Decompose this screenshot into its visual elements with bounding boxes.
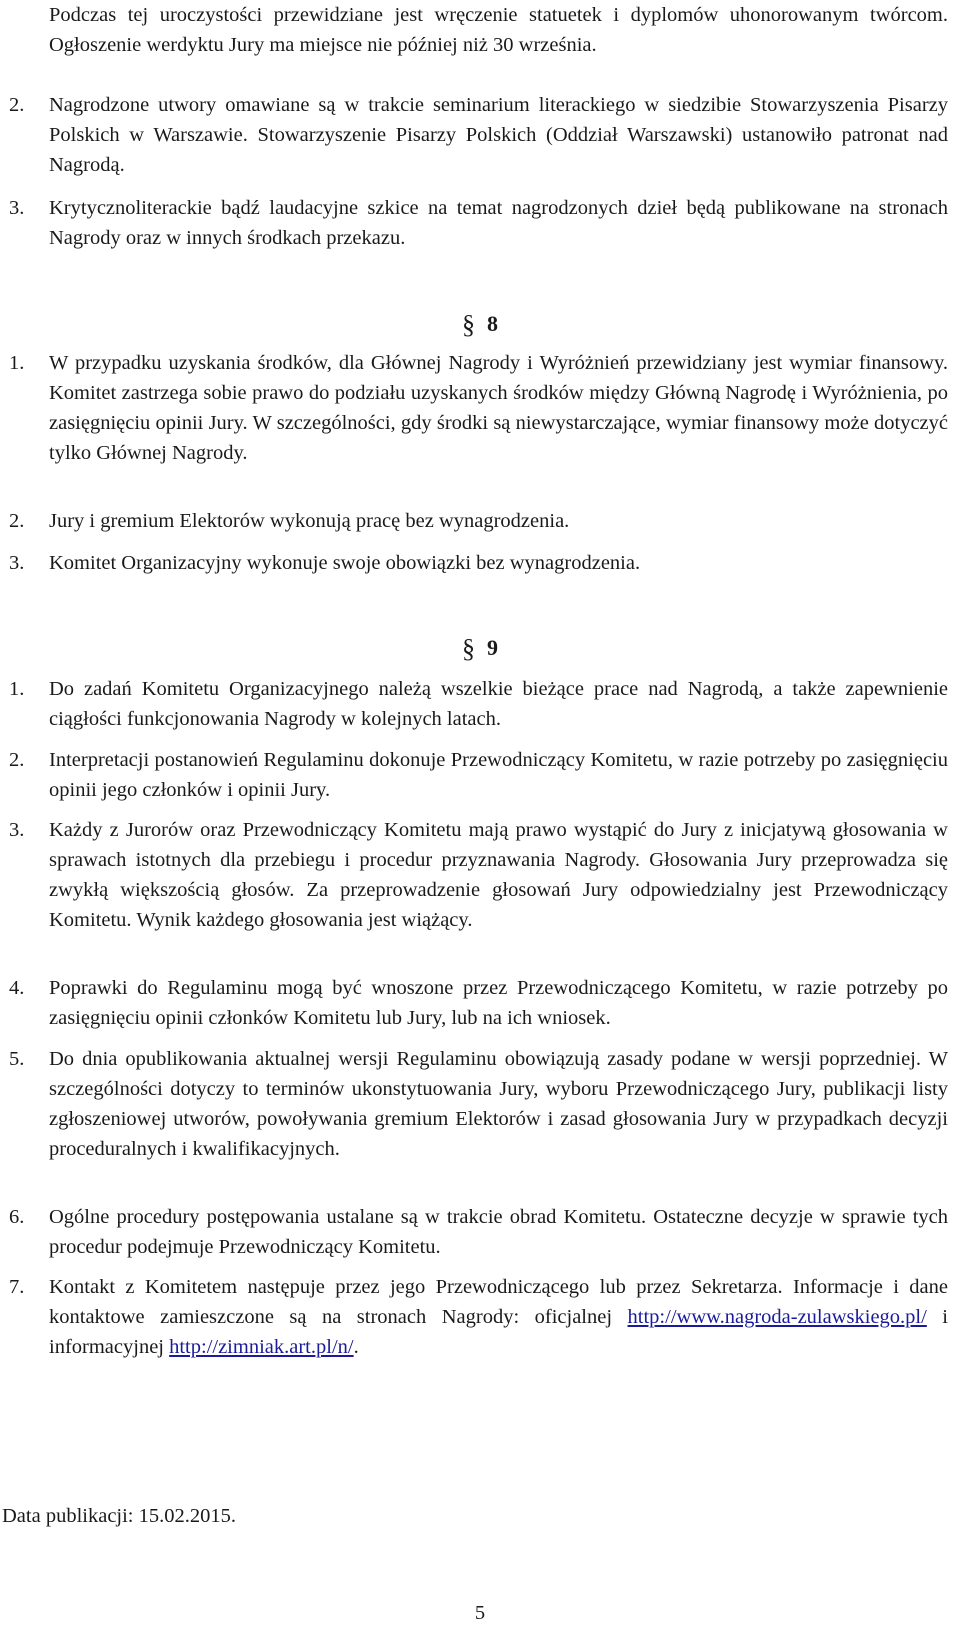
item-text: Interpretacji postanowień Regulaminu dokonuje Przewodniczący Komitetu, w razie potrzeby po zasięgnięciu opinii jego członków i opinii Jury.	[49, 749, 948, 801]
item-text: Nagrodzone utwory omawiane są w trakcie seminarium literackiego w siedzibie Stowarzyszenia Pisarzy Polskich w Warszawie. Stowarzyszenie Pisarzy Polskich (Oddział Warszawski) ustanowiło patronat nad Nagrodą.	[49, 94, 948, 176]
section9-item-1	[0, 674, 960, 734]
page-number: 5	[474, 1602, 486, 1624]
item-text: Komitet Organizacyjny wykonuje swoje obowiązki bez wynagrodzenia.	[49, 552, 641, 574]
item-text: Krytycznoliterackie bądź laudacyjne szkice na temat nagrodzonych dzieł będą publikowane na stronach Nagrody oraz w innych środkach przekazu.	[49, 197, 948, 249]
item-number: 5.	[9, 1048, 25, 1070]
item-number: 7.	[9, 1276, 25, 1298]
section9-item-6	[0, 1202, 960, 1262]
section8-item-3	[0, 548, 960, 578]
section9-item-3	[0, 815, 960, 935]
section-number: 8	[487, 311, 498, 336]
item-text-before: Kontakt z Komitetem następuje przez jego Przewodniczącego lub przez Sekretarza. Informacje i dane kontaktowe zamieszczone są na stronach Nagrody: oficjalnej	[49, 1276, 948, 1328]
info-site-link[interactable]: http://zimniak.art.pl/n/	[169, 1336, 354, 1358]
publication-date: Data publikacji: 15.02.2015.	[2, 1505, 236, 1527]
section7-item-2	[0, 90, 960, 180]
section9-item-5	[0, 1044, 960, 1164]
item-text: Ogólne procedury postępowania ustalane są w trakcie obrad Komitetu. Ostateczne decyzje w sprawie tych procedur podejmuje Przewodniczący Komitetu.	[49, 1206, 948, 1258]
section-sign-symbol: §	[462, 310, 475, 339]
section-sign-symbol: §	[462, 634, 475, 663]
section9-item-4	[0, 973, 960, 1033]
item-text-middle: i informacyjnej	[49, 1306, 948, 1358]
section-9-heading	[0, 633, 960, 664]
section9-item-2	[0, 745, 960, 805]
official-site-link[interactable]: http://www.nagroda-zulawskiego.pl/	[627, 1306, 927, 1328]
item-number: 1.	[9, 678, 25, 700]
item-number: 3.	[9, 552, 25, 574]
item-number: 2.	[9, 94, 25, 116]
section8-item-1	[0, 348, 960, 468]
item-number: 3.	[9, 197, 25, 219]
item-text: Każdy z Jurorów oraz Przewodniczący Komitetu mają prawo wystąpić do Jury z inicjatywą głosowania w sprawach istotnych dla przebiegu i procedur przyznawania Nagrody. Głosowania Jury przeprowadza się zwykłą większością głosów. Za przeprowadzenie głosowań Jury odpowiedzialny jest Przewodniczący Komitetu. Wynik każdego głosowania jest wiążący.	[49, 819, 948, 931]
item-number: 3.	[9, 819, 25, 841]
section-number: 9	[487, 635, 498, 660]
item-number: 1.	[9, 352, 25, 374]
item-number: 2.	[9, 749, 25, 771]
section8-item-2	[0, 506, 960, 536]
item-number: 4.	[9, 977, 25, 999]
item-text-after: .	[353, 1336, 359, 1358]
item-text: Do dnia opublikowania aktualnej wersji Regulaminu obowiązują zasady podane w wersji poprzedniej. W szczególności dotyczy to terminów ukonstytuowania Jury, wyboru Przewodniczącego Jury, publikacji listy zgłoszeniowej utworów, powoływania gremium Elektorów i zasad głosowania Jury w przypadkach decyzji proceduralnych i kwalifikacyjnych.	[49, 1048, 948, 1160]
item-number: 6.	[9, 1206, 25, 1228]
item-text: W przypadku uzyskania środków, dla Głównej Nagrody i Wyróżnień przewidziany jest wymiar finansowy. Komitet zastrzega sobie prawo do podziału uzyskanych środków między Główną Nagrodę i Wyróżnienia, po zasięgnięciu opinii Jury. W szczególności, gdy środki są niewystarczające, wymiar finansowy może dotyczyć tylko Głównej Nagrody.	[49, 352, 948, 464]
section9-item-7	[0, 1272, 960, 1362]
item-text: Jury i gremium Elektorów wykonują pracę bez wynagrodzenia.	[49, 510, 570, 532]
item-number: 2.	[9, 510, 25, 532]
intro-text: Podczas tej uroczystości przewidziane jest wręczenie statuetek i dyplomów uhonorowanym twórcom. Ogłoszenie werdyktu Jury ma miejsce nie później niż 30 września.	[49, 4, 948, 56]
section7-item-3	[0, 193, 960, 253]
intro-paragraph	[0, 0, 960, 60]
item-text: Do zadań Komitetu Organizacyjnego należą wszelkie bieżące prace nad Nagrodą, a także zapewnienie ciągłości funkcjonowania Nagrody w kolejnych latach.	[49, 678, 948, 730]
section-8-heading	[0, 309, 960, 340]
item-text: Poprawki do Regulaminu mogą być wnoszone przez Przewodniczącego Komitetu, w razie potrzeby po zasięgnięciu opinii członków Komitetu lub Jury, lub na ich wniosek.	[49, 977, 948, 1029]
